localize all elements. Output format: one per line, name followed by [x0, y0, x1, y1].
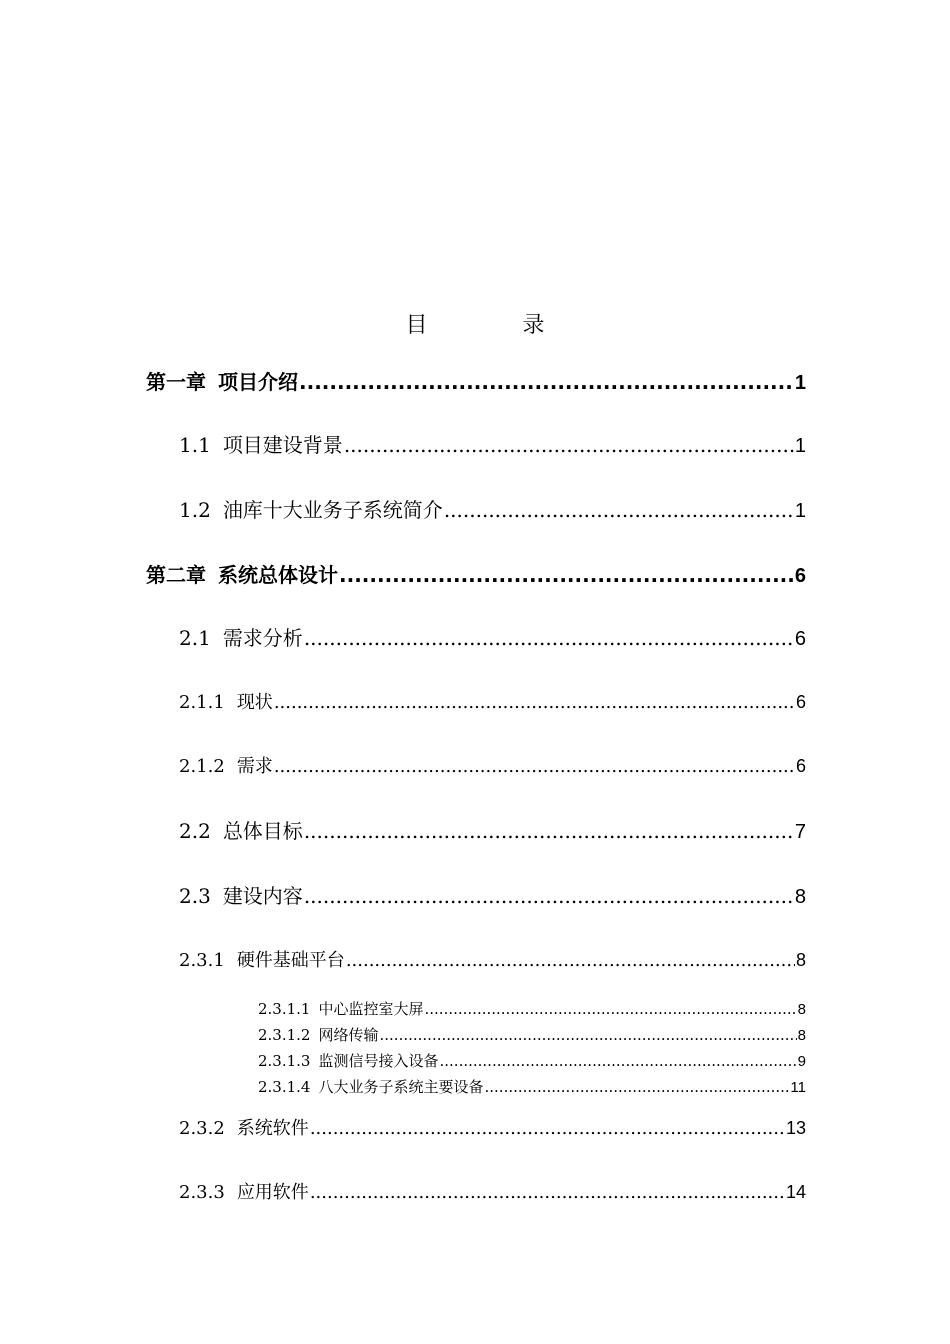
- toc-entry-label: 第二章 系统总体设计: [146, 563, 338, 587]
- dot-leader: [310, 1118, 785, 1139]
- dot-leader: [310, 1182, 785, 1203]
- toc-entry-2-1-1[interactable]: [179, 688, 806, 714]
- toc-entry-2-3-2[interactable]: [179, 1114, 806, 1140]
- toc-entry-2-3[interactable]: [179, 880, 806, 909]
- toc-page-number: 1: [794, 372, 806, 394]
- toc-page-number: 6: [794, 628, 806, 650]
- dot-leader: [346, 950, 795, 971]
- toc-page-number: 8: [797, 1001, 806, 1018]
- toc-entry-2-3-1-3[interactable]: [258, 1050, 806, 1071]
- toc-entry-chapter-1[interactable]: [146, 366, 806, 395]
- toc-entry-label: 1.2 油库十大业务子系统简介: [179, 498, 443, 522]
- toc-entry-label: 2.3 建设内容: [179, 884, 303, 908]
- dot-leader: [304, 884, 794, 908]
- toc-entry-2-1[interactable]: [179, 622, 806, 651]
- dot-leader: [444, 498, 794, 522]
- toc-entry-label: 2.3.1.2 网络传输: [258, 1026, 379, 1044]
- toc-entry-label: 2.3.2 系统软件: [179, 1118, 309, 1139]
- toc-page-number: 1: [794, 500, 806, 522]
- toc-entry-label: 2.3.1.3 监测信号接入设备: [258, 1052, 439, 1070]
- toc-page-number: 9: [797, 1053, 806, 1070]
- toc-page-number: 8: [797, 1027, 806, 1044]
- toc-entry-2-3-3[interactable]: [179, 1178, 806, 1204]
- toc-page-number: 8: [794, 886, 806, 908]
- toc-entry-2-3-1-1[interactable]: [258, 998, 806, 1019]
- dot-leader: [274, 756, 795, 777]
- toc-entry-label: 2.3.1.4 八大业务子系统主要设备: [258, 1078, 484, 1096]
- toc-title: 目 录: [405, 313, 589, 338]
- toc-entry-label: 2.1 需求分析: [179, 626, 303, 650]
- dot-leader: [304, 626, 794, 650]
- dot-leader: [440, 1052, 797, 1070]
- toc-entry-label: 2.1.1 现状: [179, 692, 273, 713]
- toc-entry-1-2[interactable]: [179, 494, 806, 523]
- dot-leader: [425, 1000, 797, 1018]
- toc-entry-2-1-2[interactable]: [179, 752, 806, 778]
- toc-page-number: 8: [795, 950, 806, 970]
- toc-page-number: 13: [785, 1118, 806, 1138]
- toc-entry-label: 2.3.3 应用软件: [179, 1182, 309, 1203]
- toc-entry-2-3-1-4[interactable]: [258, 1076, 806, 1097]
- toc-page-number: 6: [795, 756, 806, 776]
- dot-leader: [299, 370, 794, 394]
- toc-entry-label: 2.3.1 硬件基础平台: [179, 950, 345, 971]
- dot-leader: [339, 563, 794, 587]
- dot-leader: [274, 692, 795, 713]
- toc-entry-2-2[interactable]: [179, 815, 806, 844]
- toc-page-number: 14: [785, 1182, 806, 1202]
- dot-leader: [380, 1026, 797, 1044]
- toc-entry-chapter-2[interactable]: [146, 559, 806, 588]
- toc-page-number: 7: [794, 821, 806, 843]
- dot-leader: [344, 433, 794, 457]
- toc-entry-1-1[interactable]: [179, 429, 806, 458]
- dot-leader: [485, 1078, 790, 1096]
- toc-page-number: 6: [794, 565, 806, 587]
- toc-entry-2-3-1[interactable]: [179, 946, 806, 972]
- toc-entry-label: 第一章 项目介绍: [146, 370, 298, 394]
- dot-leader: [304, 819, 794, 843]
- toc-entry-label: 2.2 总体目标: [179, 819, 303, 843]
- toc-page-number: 6: [795, 692, 806, 712]
- toc-entry-label: 2.3.1.1 中心监控室大屏: [258, 1000, 424, 1018]
- toc-page-number: 1: [794, 435, 806, 457]
- toc-entry-label: 2.1.2 需求: [179, 756, 273, 777]
- toc-entry-2-3-1-2[interactable]: [258, 1024, 806, 1045]
- toc-entry-label: 1.1 项目建设背景: [179, 433, 343, 457]
- toc-page-number: 11: [790, 1079, 806, 1096]
